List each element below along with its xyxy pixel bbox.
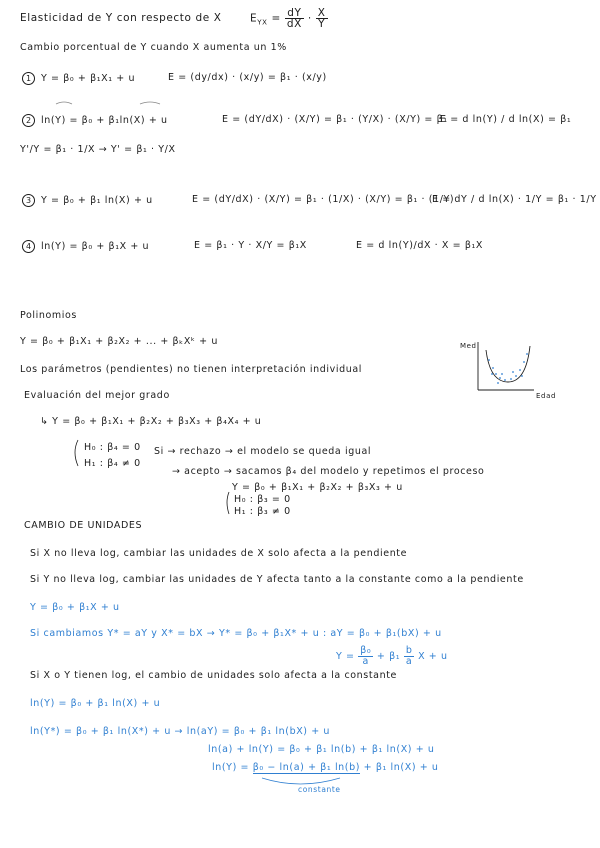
dot-operator: ·	[307, 12, 312, 25]
equals-sign: =	[271, 12, 281, 25]
elasticity-symbol: E	[250, 12, 258, 25]
log-eq-2: ln(Y*) = β₀ + β₁ ln(X*) + u → ln(aY) = β₀ + β₁ ln(bX) + u	[30, 726, 331, 737]
units-rule-3: Si X o Y tienen log, el cambio de unidades solo afecta a la constante	[30, 670, 397, 681]
page-title: Elasticidad de Y con respecto de X	[20, 12, 222, 24]
graph-x-label: Edad	[536, 392, 556, 400]
case-1-equation: Y = β₀ + β₁X₁ + u	[41, 73, 136, 84]
ratio-num: X	[317, 7, 326, 19]
units-eq-3-frac-1-num: β₀	[360, 645, 372, 656]
units-eq-3-frac-1-den: a	[362, 656, 369, 667]
units-heading: CAMBIO DE UNIDADES	[24, 520, 143, 531]
hypothesis-h1: H₁ : β₄ ≠ 0	[84, 458, 141, 469]
case-2-elasticity-alt: E = d ln(Y) / d ln(X) = β₁	[440, 114, 572, 125]
log-eq-3: ln(a) + ln(Y) = β₀ + β₁ ln(b) + β₁ ln(X) + u	[208, 744, 435, 755]
case-1-elasticity: E = (dy/dx) · (x/y) = β₁ · (x/y)	[168, 72, 327, 83]
units-rule-2: Si Y no lleva log, cambiar las unidades de Y afecta tanto a la constante como a la pendiente	[30, 574, 524, 585]
units-eq-2: Si cambiamos Y* = aY y X* = bX → Y* = β₀ + β₁X* + u : aY = β₀ + β₁(bX) + u	[30, 628, 442, 639]
ratio-den: Y	[318, 18, 326, 30]
graph-u-curve	[486, 346, 530, 382]
hypothesis-h1b: H₁ : β₃ ≠ 0	[234, 506, 291, 517]
derivative-den: dX	[286, 18, 302, 30]
poly-eval-heading: Evaluación del mejor grado	[24, 390, 170, 401]
braces	[56, 102, 229, 514]
constant-underbrace	[262, 778, 340, 784]
case-4-elasticity-alt: E = d ln(Y)/dX · X = β₁X	[356, 240, 484, 251]
poly-heading: Polinomios	[20, 310, 77, 321]
units-eq-3-frac-2-num: b	[405, 645, 413, 656]
graph-y-label: Med	[460, 342, 477, 350]
constant-label: constante	[298, 785, 341, 794]
case-2-note: Y'/Y = β₁ · 1/X → Y' = β₁ · Y/X	[20, 144, 176, 155]
log-eq-4-lhs: ln(Y) =	[212, 762, 250, 773]
hypothesis-h0b: H₀ : β₃ = 0	[234, 494, 291, 505]
elasticity-subscript: YX	[257, 18, 268, 27]
poly-statement: Los parámetros (pendientes) no tienen interpretación individual	[20, 364, 363, 375]
units-eq-3-mid: + β₁	[376, 651, 401, 662]
graph-scatter-points	[488, 353, 528, 384]
poly-eval-model: ↳ Y = β₀ + β₁X₁ + β₂X₂ + β₃X₃ + β₄X₄ + u	[40, 416, 262, 427]
case-4-number: 4	[22, 240, 35, 253]
case-4-elasticity: E = β₁ · Y · X/Y = β₁X	[194, 240, 307, 251]
case-3-elasticity: E = (dY/dX) · (X/Y) = β₁ · (1/X) · (X/Y) = β₁ · (1/Y)	[192, 194, 455, 205]
overbrace-ln-y	[56, 102, 72, 104]
units-eq-3-end: X + u	[418, 651, 448, 662]
subtitle: Cambio porcentual de Y cuando X aumenta un 1%	[20, 42, 287, 53]
hypothesis-brace	[75, 440, 78, 466]
case-2-number: 2	[22, 114, 35, 127]
hypothesis-brace-2	[227, 492, 229, 514]
case-2-equation: ln(Y) = β₀ + β₁ln(X) + u	[41, 115, 168, 126]
reject-branch: Si → rechazo → el modelo se queda igual	[154, 446, 372, 457]
derivative-num: dY	[285, 8, 304, 19]
units-eq-3-frac-2-den: a	[405, 656, 413, 667]
case-4-equation: ln(Y) = β₀ + β₁X + u	[41, 241, 150, 252]
log-eq-4-constant: β₀ − ln(a) + β₁ ln(b)	[252, 762, 361, 773]
accept-branch: → acepto → sacamos β₄ del modelo y repetimos el proceso	[172, 466, 485, 477]
log-eq-4-rest: + β₁ ln(X) + u	[363, 762, 439, 773]
u-shape-graph	[478, 342, 534, 390]
units-rule-1: Si X no lleva log, cambiar las unidades de X solo afecta a la pendiente	[30, 548, 408, 559]
units-eq-1: Y = β₀ + β₁X + u	[30, 602, 120, 613]
units-eq-3-lhs: Y =	[336, 651, 355, 662]
reduced-model: Y = β₀ + β₁X₁ + β₂X₂ + β₃X₃ + u	[232, 482, 403, 493]
case-2-elasticity: E = (dY/dX) · (X/Y) = β₁ · (Y/X) · (X/Y) = β₁	[222, 114, 448, 125]
log-eq-1: ln(Y) = β₀ + β₁ ln(X) + u	[30, 698, 161, 709]
overbrace-ln-x	[140, 102, 160, 104]
case-3-elasticity-alt: E = dY / d ln(X) · 1/Y = β₁ · 1/Y	[432, 194, 597, 205]
hypothesis-h0: H₀ : β₄ = 0	[84, 442, 141, 453]
case-3-equation: Y = β₀ + β₁ ln(X) + u	[41, 195, 153, 206]
case-3-number: 3	[22, 194, 35, 207]
poly-model: Y = β₀ + β₁X₁ + β₂X₂ + ... + βₖXᵏ + u	[20, 336, 218, 347]
case-1-number: 1	[22, 72, 35, 85]
